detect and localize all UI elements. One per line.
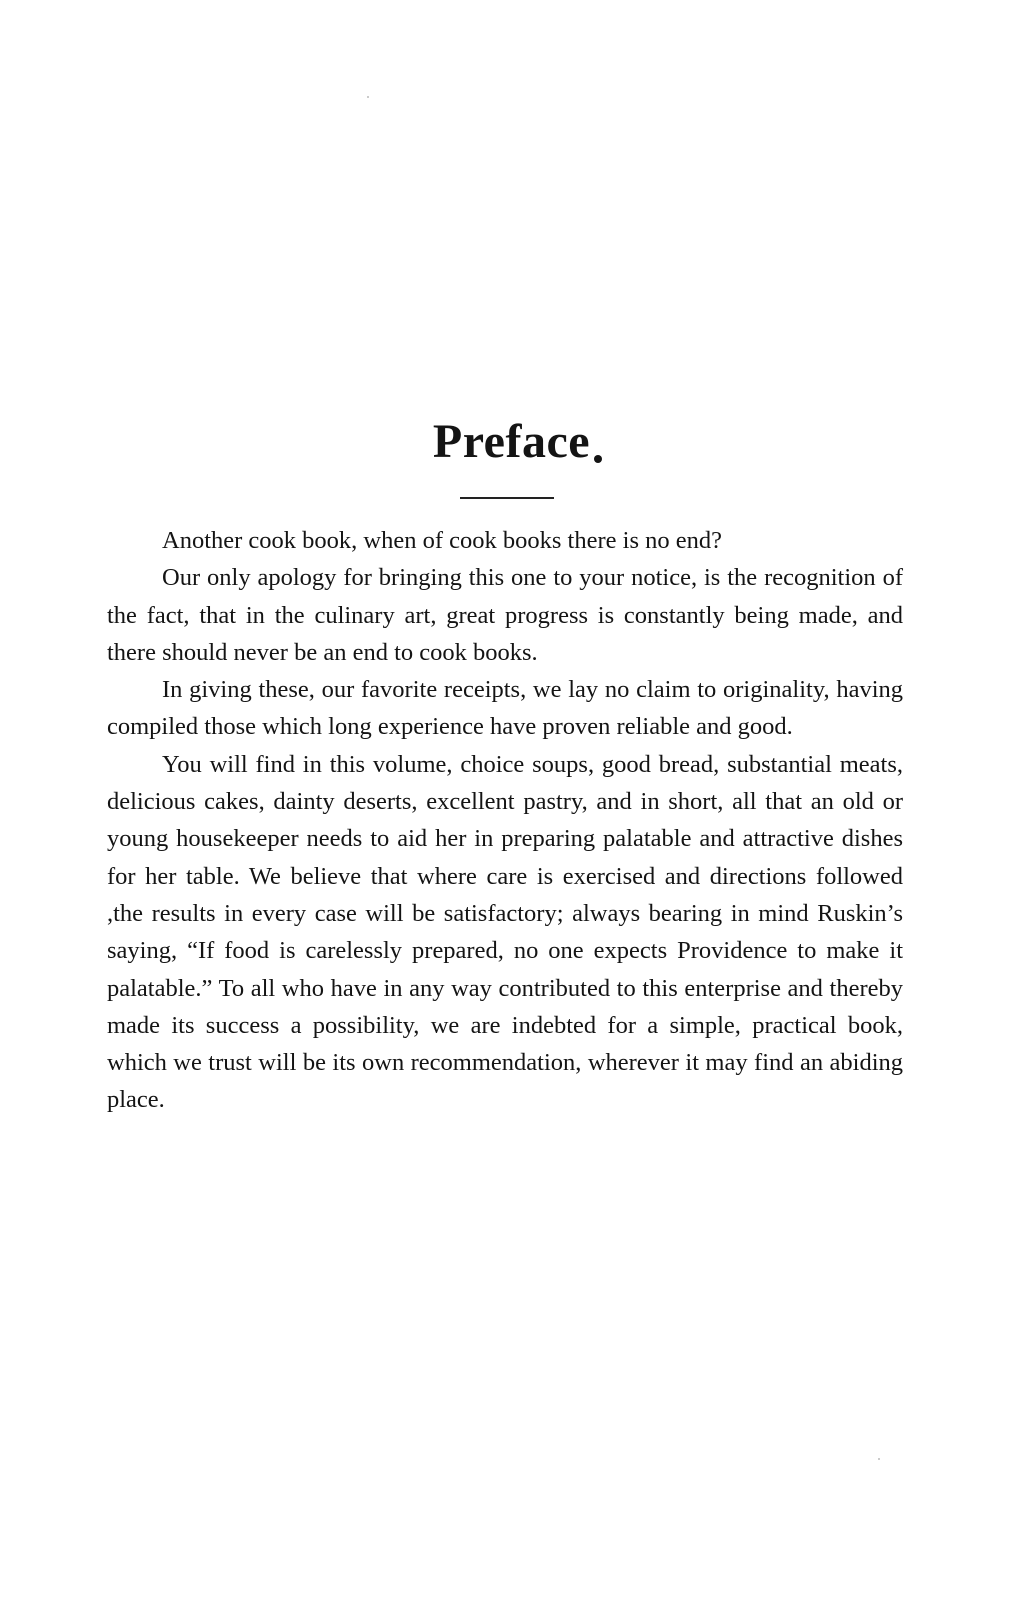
page-title (0, 412, 1035, 472)
page-title-text: Preface (432, 415, 591, 468)
paper-speck (367, 96, 369, 98)
paragraph-1: Another cook book, when of cook books there is no end? (162, 527, 722, 554)
paragraph-3: In giving these, our favorite receipts, we lay no claim to originality, having compiled those which long experience have proven reliable and good. (107, 676, 903, 741)
paragraph-2: Our only apology for bringing this one to your notice, is the recognition of the fact, that in the culinary art, great progress is constantly being made, and there should never be an end to cook books. (107, 564, 903, 666)
paper-speck (878, 1458, 880, 1460)
title-divider (460, 497, 554, 499)
paragraph-4: You will find in this volume, choice soups, good bread, substantial meats, delicious cakes, dainty deserts, excellent pastry, and in short, all that an old or young housekeeper needs to aid her in preparing palatable and attractive dishes for her table. We believe that where care is exercised and directions followed ,the results in every case will be satisfactory; always bearing in mind Ruskin’s saying, “If food is carelessly prepared, no one expects Providence to make it palatable.” To all who have in any way contributed to this enterprise and thereby made its success a possibility, we are indebted for a simple, practical book, which we trust will be its own recommendation, wherever it may find an abiding place. (107, 750, 903, 1114)
title-dot (594, 455, 602, 463)
preface-body (107, 522, 903, 1119)
